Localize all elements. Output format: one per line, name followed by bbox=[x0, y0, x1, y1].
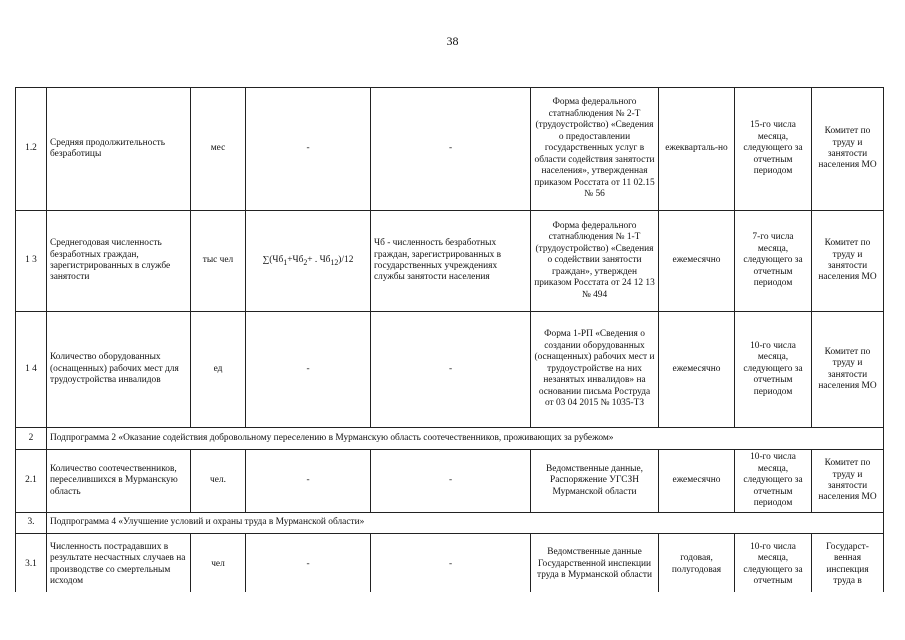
formula bbox=[246, 211, 371, 312]
explanation: - bbox=[371, 312, 531, 428]
indicator-name: Среднегодовая численность безработных граждан, зарегистрированных в службе занятости bbox=[47, 211, 191, 312]
subprogram-title: Подпрограмма 2 «Оказание содействия добровольному переселению в Мурманскую область соотечественников, проживающих за рубежом» bbox=[47, 428, 884, 450]
unit: чел. bbox=[191, 450, 246, 513]
explanation: - bbox=[371, 88, 531, 211]
table-row-3-1 bbox=[16, 534, 884, 596]
indicators-table bbox=[15, 87, 884, 596]
deadline: 15-го числа месяца, следующего за отчетным периодом bbox=[735, 88, 812, 211]
frequency: ежекварталь-но bbox=[659, 88, 735, 211]
responsible: Комитет по труду и занятости населения МО bbox=[812, 312, 884, 428]
unit: ед bbox=[191, 312, 246, 428]
row-number: 3. bbox=[16, 513, 47, 534]
formula: - bbox=[246, 88, 371, 211]
data-source: Форма 1-РП «Сведения о создании оборудованных (оснащенных) рабочих мест и трудоустройстве на них незанятых инвалидов» на основании письма Роструда от 03 04 2015 № 1035-ТЗ bbox=[531, 312, 659, 428]
formula-suffix: )/12 bbox=[338, 254, 354, 265]
formula-subscript: 12 bbox=[330, 257, 339, 267]
data-source: Ведомственные данные, Распоряжение УГСЗН Мурманской области bbox=[531, 450, 659, 513]
deadline: 7-го числа месяца, следующего за отчетным периодом bbox=[735, 211, 812, 312]
table-row-2-1 bbox=[16, 450, 884, 513]
unit: чел bbox=[191, 534, 246, 596]
formula: - bbox=[246, 450, 371, 513]
formula-subscript: 2 bbox=[303, 257, 308, 267]
formula: - bbox=[246, 312, 371, 428]
indicator-name: Средняя продолжительность безработицы bbox=[47, 88, 191, 211]
data-source: Ведомственные данные Государственной инспекции труда в Мурманской области bbox=[531, 534, 659, 596]
frequency: ежемесячно bbox=[659, 211, 735, 312]
table-row-1-3 bbox=[16, 211, 884, 312]
unit: мес bbox=[191, 88, 246, 211]
data-source: Форма федерального статнаблюдения № 1-Т (трудоустройство) «Сведения о содействии занятости граждан», утвержден приказом Росстата от 24 12 13 № 494 bbox=[531, 211, 659, 312]
row-number: 2.1 bbox=[16, 450, 47, 513]
indicator-name: Численность пострадавших в результате несчастных случаев на производстве со смертельным исходом bbox=[47, 534, 191, 596]
row-number: 1 4 bbox=[16, 312, 47, 428]
responsible: Комитет по труду и занятости населения МО bbox=[812, 450, 884, 513]
subprogram-title: Подпрограмма 4 «Улучшение условий и охраны труда в Мурманской области» bbox=[47, 513, 884, 534]
deadline: 10-го числа месяца, следующего за отчетным периодом bbox=[735, 312, 812, 428]
responsible: Комитет по труду и занятости населения МО bbox=[812, 88, 884, 211]
responsible: Комитет по труду и занятости населения МО bbox=[812, 211, 884, 312]
indicator-name: Количество соотечественников, переселившихся в Мурманскую область bbox=[47, 450, 191, 513]
responsible: Государст-венная инспекция труда в bbox=[812, 534, 884, 596]
indicator-name: Количество оборудованных (оснащенных) рабочих мест для трудоустройства инвалидов bbox=[47, 312, 191, 428]
formula-prefix: ∑(Чб bbox=[262, 254, 284, 265]
explanation: - bbox=[371, 534, 531, 596]
formula: - bbox=[246, 534, 371, 596]
deadline: 10-го числа месяца, следующего за отчетным периодом bbox=[735, 450, 812, 513]
table-row-1-2 bbox=[16, 88, 884, 211]
deadline: 10-го числа месяца, следующего за отчетным bbox=[735, 534, 812, 596]
formula-mid: +Чб bbox=[287, 254, 304, 265]
subprogram-4-row bbox=[16, 513, 884, 534]
row-number: 3.1 bbox=[16, 534, 47, 596]
page-number: 38 bbox=[446, 34, 459, 48]
formula-mid: + . Чб bbox=[307, 254, 331, 265]
frequency: ежемесячно bbox=[659, 450, 735, 513]
row-number: 1.2 bbox=[16, 88, 47, 211]
row-number: 2 bbox=[16, 428, 47, 450]
formula-subscript: 1 bbox=[283, 257, 288, 267]
frequency: ежемесячно bbox=[659, 312, 735, 428]
page-cutoff bbox=[0, 592, 905, 640]
row-number: 1 3 bbox=[16, 211, 47, 312]
frequency: годовая, полугодовая bbox=[659, 534, 735, 596]
subprogram-2-row bbox=[16, 428, 884, 450]
unit: тыс чел bbox=[191, 211, 246, 312]
explanation: Чб - численность безработных граждан, зарегистрированных в государственных учреждениях службы занятости населения bbox=[371, 211, 531, 312]
explanation: - bbox=[371, 450, 531, 513]
data-source: Форма федерального статнаблюдения № 2-Т (трудоустройство) «Сведения о предоставлении государственных услуг в области содействия занятости населения», утвержденная приказом Росстата от 11 02.15 № 56 bbox=[531, 88, 659, 211]
table-row-1-4 bbox=[16, 312, 884, 428]
